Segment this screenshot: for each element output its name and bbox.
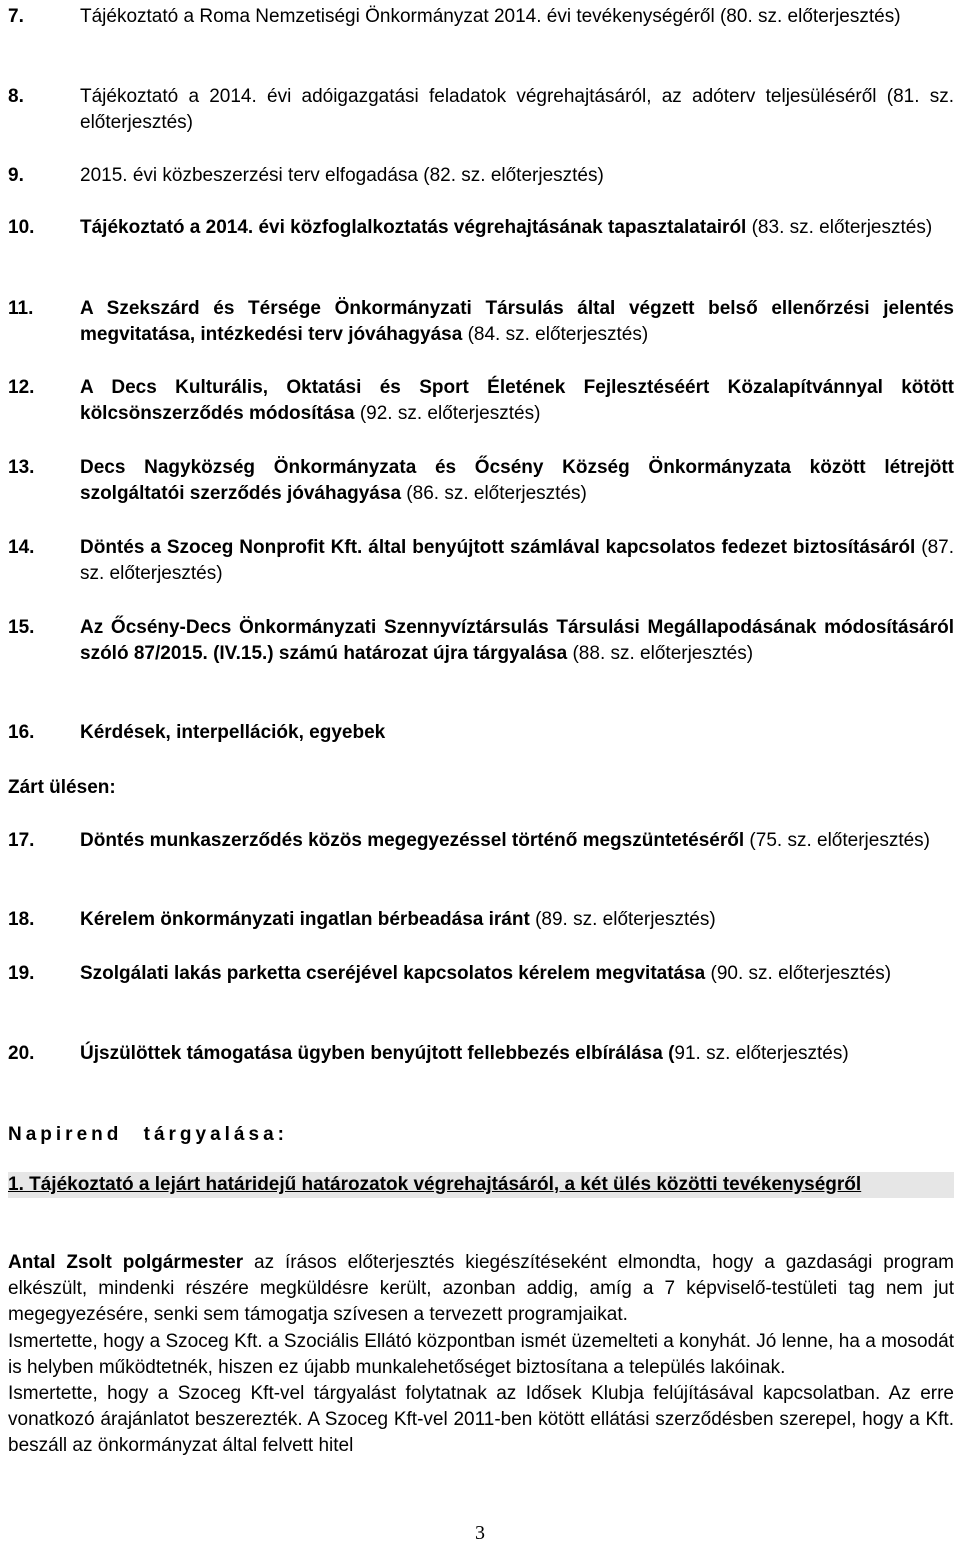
closed-agenda-item xyxy=(8,828,954,854)
agenda-item-ref: (86. sz. előterjesztés) xyxy=(401,483,587,504)
agenda-item-title: Kérdések, interpellációk, egyebek xyxy=(80,722,386,743)
section-title: 1. Tájékoztató a lejárt határidejű határozatok végrehajtásáról, a két ülés közötti tevékenységről xyxy=(8,1172,954,1198)
closed-agenda-item xyxy=(8,1041,954,1067)
agenda-item-number: 13. xyxy=(8,457,35,478)
speaker-name: Antal Zsolt polgármester xyxy=(8,1252,244,1273)
agenda-item-title: Döntés a Szoceg Nonprofit Kft. által benyújtott számlával kapcsolatos fedezet biztosításáról xyxy=(80,537,916,558)
agenda-item-title: Újszülöttek támogatása ügyben benyújtott fellebbezés elbírálása ( xyxy=(80,1043,675,1064)
closed-session-heading: Zárt ülésen: xyxy=(8,777,116,798)
napirend-heading: Napirend tárgyalása: xyxy=(8,1124,288,1145)
agenda-item-title: A Szekszárd és Térsége Önkormányzati Társulás által végzett belső ellenőrzési jelentés megvitatása, intézkedési terv jóváhagyása xyxy=(80,298,954,345)
agenda-item-title: Kérelem önkormányzati ingatlan bérbeadása iránt xyxy=(80,909,530,930)
agenda-item-ref: (89. sz. előterjesztés) xyxy=(529,909,716,930)
paragraph xyxy=(8,1381,954,1460)
agenda-item-number: 20. xyxy=(8,1043,35,1064)
agenda-item xyxy=(8,375,954,427)
agenda-item xyxy=(8,296,954,348)
agenda-item-number: 18. xyxy=(8,909,35,930)
agenda-item-title: Döntés munkaszerződés közös megegyezéssel történő megszüntetéséről xyxy=(80,830,745,851)
agenda-item-title: A Decs Kulturális, Oktatási és Sport Életének Fejlesztéséért Közalapítvánnyal kötött kölcsönszerződés módosítása xyxy=(80,377,954,424)
agenda-item-ref: (92. sz. előterjesztés) xyxy=(354,403,541,424)
agenda-item-number: 16. xyxy=(8,722,35,743)
agenda-item xyxy=(8,84,954,136)
agenda-item-title: Szolgálati lakás parketta cseréjével kapcsolatos kérelem megvitatása xyxy=(80,963,706,984)
paragraph-text: az írásos előterjesztés kiegészítéseként elmondta, hogy a gazdasági program elkészült, mindenki részére megküldésre került, azonban addig, amíg a 7 képviselő-testületi tag nem jut megegyezésére, senki sem támogatja szívesen a tervezett programjaikat. xyxy=(8,1252,954,1326)
agenda-item xyxy=(8,455,954,507)
agenda-item-ref: 91. sz. előterjesztés) xyxy=(674,1043,849,1064)
paragraph xyxy=(8,1250,954,1329)
agenda-item-ref: 2015. évi közbeszerzési terv elfogadása (82. sz. előterjesztés) xyxy=(80,165,604,186)
agenda-item-ref: (84. sz. előterjesztés) xyxy=(462,324,649,345)
agenda-item xyxy=(8,4,954,30)
paragraph xyxy=(8,1329,954,1381)
agenda-item-title: Tájékoztató a 2014. évi közfoglalkoztatás végrehajtásának tapasztalatairól xyxy=(80,217,747,238)
paragraph-text: Ismertette, hogy a Szoceg Kft-vel tárgyalást folytatnak az Idősek Klubja felújításával kapcsolatban. Az erre vonatkozó árajánlatot beszerezték. A Szoceg Kft-vel 2011-ben kötött ellátási szerződésben szerepel, hogy a Kft. beszáll az önkormányzat által felvett hitel xyxy=(8,1383,954,1457)
closed-agenda-item xyxy=(8,907,954,933)
agenda-item-ref: Tájékoztató a Roma Nemzetiségi Önkormányzat 2014. évi tevékenységéről (80. sz. előterjesztés) xyxy=(80,6,901,27)
agenda-item-ref: (83. sz. előterjesztés) xyxy=(746,217,933,238)
agenda-item-number: 19. xyxy=(8,963,35,984)
agenda-item-number: 12. xyxy=(8,377,35,398)
agenda-item xyxy=(8,535,954,587)
agenda-item-number: 11. xyxy=(8,298,34,319)
agenda-item xyxy=(8,215,954,241)
agenda-item-number: 10. xyxy=(8,217,35,238)
agenda-item-number: 7. xyxy=(8,6,24,27)
agenda-item xyxy=(8,163,954,189)
agenda-item xyxy=(8,720,954,746)
agenda-item-ref: (75. sz. előterjesztés) xyxy=(744,830,930,851)
closed-agenda-item xyxy=(8,961,954,987)
agenda-item-number: 15. xyxy=(8,617,35,638)
agenda-item-ref: Tájékoztató a 2014. évi adóigazgatási feladatok végrehajtásáról, az adóterv teljesüléséről (81. sz. előterjesztés) xyxy=(80,86,954,133)
agenda-item-number: 17. xyxy=(8,830,35,851)
agenda-item-number: 14. xyxy=(8,537,35,558)
agenda-item xyxy=(8,615,954,667)
paragraph-text: Ismertette, hogy a Szoceg Kft. a Szociális Ellátó központban ismét üzemelteti a konyhát. Jó lenne, ha a mosodát is helyben működtetnék, hiszen ez újabb munkalehetőséget biztosítana a település lakóinak. xyxy=(8,1330,954,1378)
agenda-item-ref: (87. sz. előterjesztés) xyxy=(80,537,954,584)
section-body xyxy=(8,1250,954,1460)
agenda-item-title: Decs Nagyközség Önkormányzata és Őcsény Község Önkormányzata között létrejött szolgáltatói szerződés jóváhagyása xyxy=(80,457,954,504)
agenda-item-title: Az Őcsény-Decs Önkormányzati Szennyvíztársulás Társulási Megállapodásának módosításáról szóló 87/2015. (IV.15.) számú határozat újra tárgyalása xyxy=(80,617,954,664)
agenda-item-number: 8. xyxy=(8,86,24,107)
agenda-item-ref: (90. sz. előterjesztés) xyxy=(705,963,892,984)
agenda-item-number: 9. xyxy=(8,165,24,186)
agenda-item-ref: (88. sz. előterjesztés) xyxy=(567,643,754,664)
page-number: 3 xyxy=(475,1522,485,1544)
